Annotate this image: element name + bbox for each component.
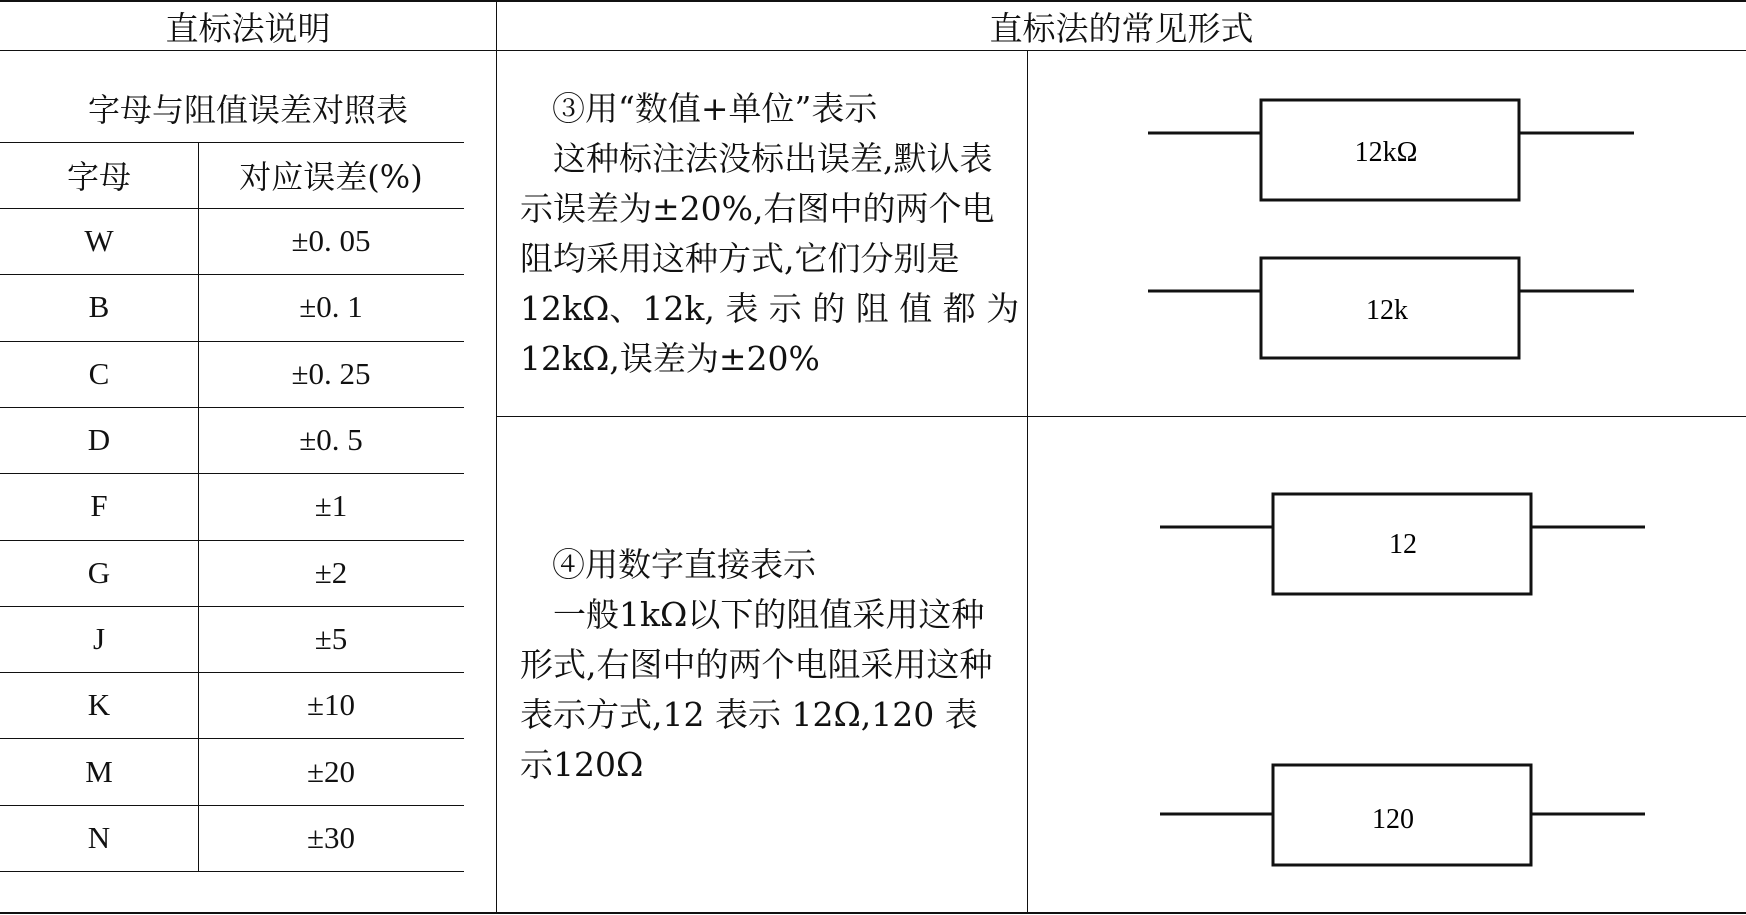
resistor-symbol — [1160, 765, 1645, 865]
letter-cell: D — [87, 422, 111, 458]
tolerance-cell: ±2 — [314, 554, 348, 590]
resistor-label: 120 — [1372, 804, 1414, 835]
tolerance-cell: ±0. 1 — [299, 289, 363, 325]
tolerance-cell: ±30 — [306, 819, 355, 855]
tolerance-cell: ±10 — [306, 687, 355, 723]
form3-line: 12kΩ,误差为±20% — [520, 339, 820, 378]
form3-line: 12kΩ、12k, 表 示 的 阻 值 都 为 — [520, 289, 1020, 328]
form4-line: 表示方式,12 表示 12Ω,120 表 — [520, 695, 978, 734]
letter-cell: C — [88, 355, 110, 391]
resistor-label: 12kΩ — [1354, 137, 1418, 168]
letter-cell: G — [87, 554, 111, 590]
letter-cell: B — [88, 289, 110, 325]
letter-cell: W — [84, 223, 114, 259]
table-title: 字母与阻值误差对照表 — [87, 91, 408, 129]
tolerance-cell: ±20 — [306, 753, 355, 789]
form4-line: 示120Ω — [520, 745, 644, 784]
resistor-symbol — [1148, 100, 1634, 200]
resistor-label: 12 — [1389, 529, 1417, 560]
header-right: 直标法的常见形式 — [989, 8, 1254, 48]
letter-cell: N — [87, 819, 111, 855]
form3-heading: ③用“数值+单位”表示 — [552, 89, 878, 128]
letter-cell: J — [92, 620, 106, 656]
tolerance-cell: ±1 — [314, 488, 348, 524]
letter-cell: M — [85, 753, 113, 789]
column-header-letter: 字母 — [66, 158, 131, 196]
tolerance-cell: ±0. 05 — [291, 223, 371, 259]
resistor-symbol — [1148, 258, 1634, 358]
tolerance-cell: ±0. 5 — [299, 422, 363, 458]
resistor-symbol — [1160, 494, 1645, 594]
letter-cell: F — [90, 488, 108, 524]
column-header-tolerance: 对应误差(%) — [239, 158, 423, 196]
form3-line: 这种标注法没标出误差,默认表 — [553, 139, 993, 178]
letter-cell: K — [87, 687, 111, 723]
tolerance-cell: ±5 — [314, 620, 348, 656]
form4-line: 形式,右图中的两个电阻采用这种 — [520, 645, 993, 684]
resistor-label: 12k — [1366, 295, 1408, 326]
tolerance-cell: ±0. 25 — [291, 355, 371, 391]
form4-line: 一般1kΩ以下的阻值采用这种 — [553, 595, 985, 634]
form4-heading: ④用数字直接表示 — [552, 545, 816, 584]
header-left: 直标法说明 — [165, 8, 331, 48]
form3-line: 阻均采用这种方式,它们分别是 — [520, 239, 960, 278]
form3-line: 示误差为±20%,右图中的两个电 — [520, 189, 995, 228]
